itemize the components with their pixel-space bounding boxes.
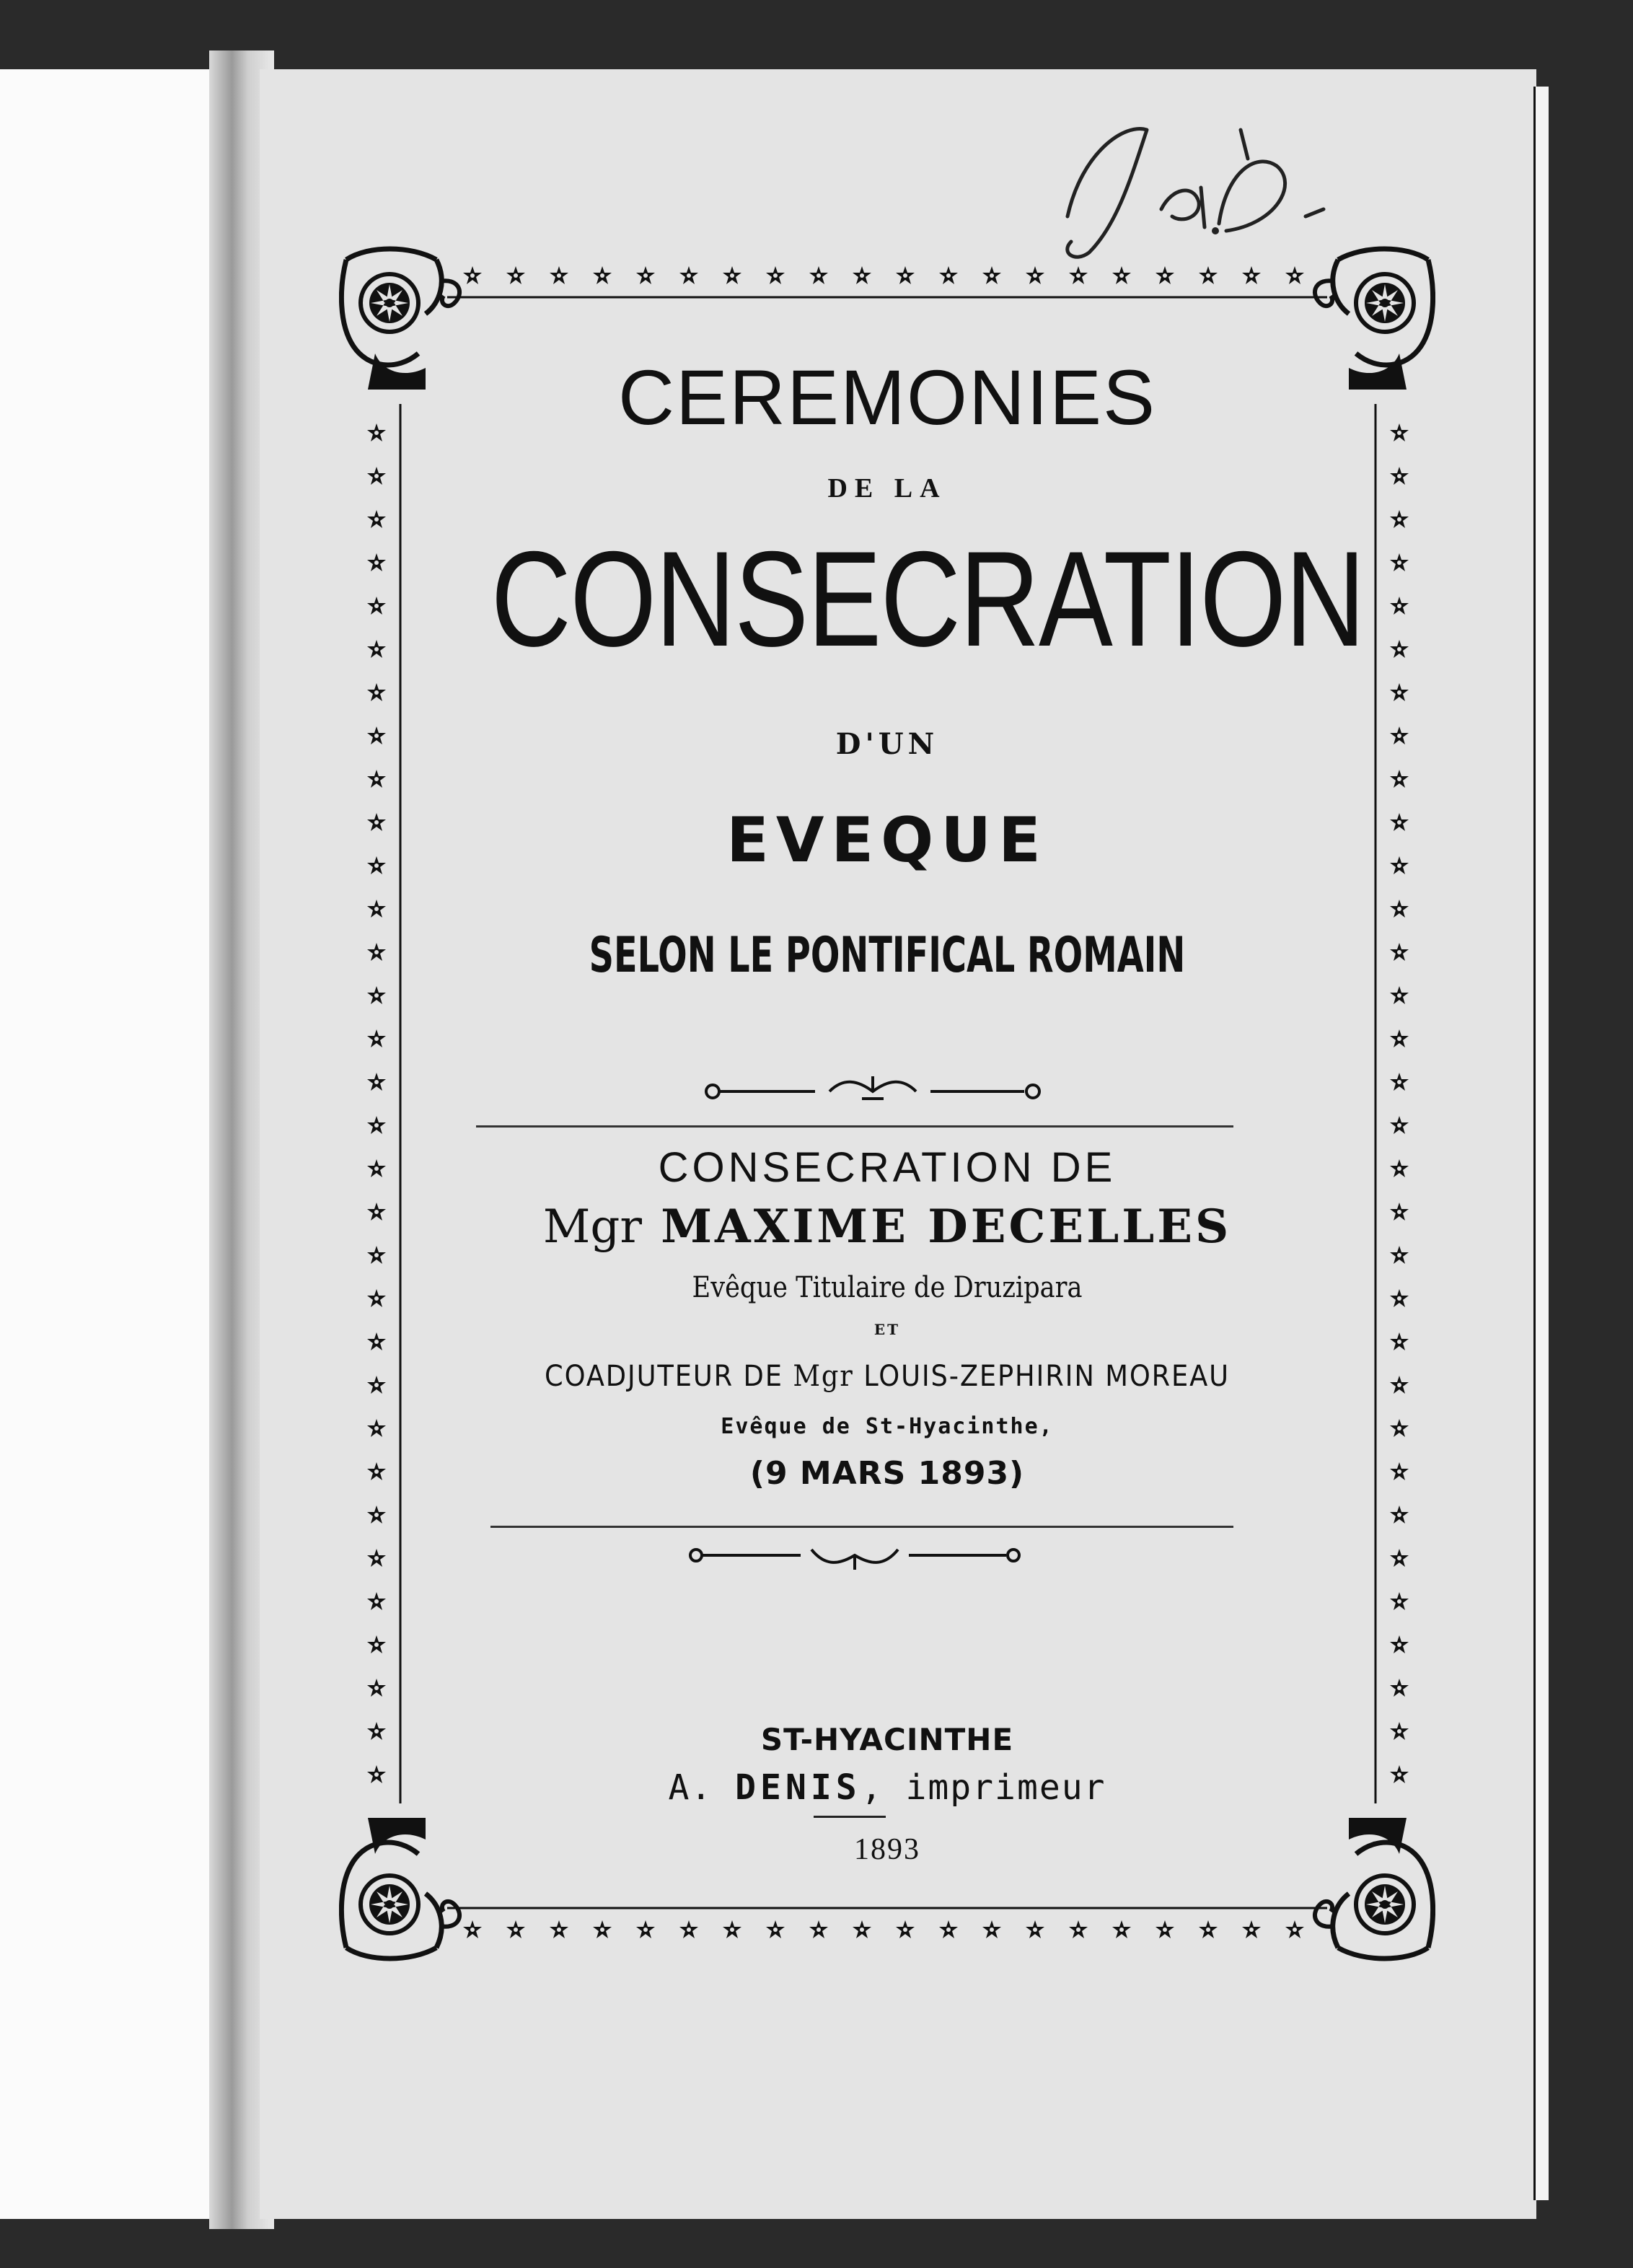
printer-initial: A. — [668, 1767, 713, 1808]
bishop-title: Evêque Titulaire de Druzipara — [692, 1271, 1083, 1304]
divider-rule-bottom — [490, 1526, 1233, 1528]
imprint-rule — [814, 1816, 886, 1818]
title-de-la: DE LA — [827, 473, 947, 504]
coadjutor-line — [443, 1360, 1332, 1393]
printer-name: DENIS — [735, 1767, 861, 1808]
imprint-printer — [404, 1767, 1370, 1808]
border-left — [367, 404, 400, 1803]
title-dun: D'UN — [835, 727, 939, 761]
border-bottom — [447, 1908, 1327, 1938]
title-eveque: EVEQUE — [726, 804, 1048, 876]
bishop-prefix: Mgr — [542, 1200, 642, 1254]
bishop-name: MAXIME DECELLES — [661, 1200, 1232, 1254]
consecration-date: (9 MARS 1893) — [749, 1455, 1025, 1492]
printer-role: , imprimeur — [860, 1767, 1106, 1808]
border-right — [1375, 404, 1409, 1803]
flourish-ornament-bottom — [685, 1535, 1024, 1571]
consecration-of: CONSECRATION DE — [658, 1144, 1117, 1191]
imprint-year: 1893 — [854, 1833, 920, 1866]
border-top — [447, 266, 1327, 297]
divider-rule-top — [476, 1125, 1233, 1128]
subtitle-pontifical: SELON LE PONTIFICAL ROMAIN — [589, 927, 1186, 984]
title-ceremonies: CEREMONIES — [617, 353, 1157, 441]
imprint-place: ST-HYACINTHE — [760, 1722, 1014, 1757]
coadjutor-text: COADJUTEUR DE — [545, 1360, 783, 1393]
coadjutor-prefix: Mgr — [793, 1360, 854, 1393]
conjunction-et: ET — [873, 1321, 901, 1338]
bishop-line — [404, 1200, 1370, 1254]
coadjutor-see: Evêque de St-Hyacinthe, — [721, 1414, 1054, 1439]
flourish-ornament-top — [700, 1073, 1046, 1109]
title-consecration: CONSECRATION — [490, 523, 1365, 674]
coadjutor-name: LOUIS-ZEPHIRIN MOREAU — [863, 1360, 1230, 1393]
page-edge — [1533, 87, 1549, 2200]
left-page — [0, 69, 216, 2219]
